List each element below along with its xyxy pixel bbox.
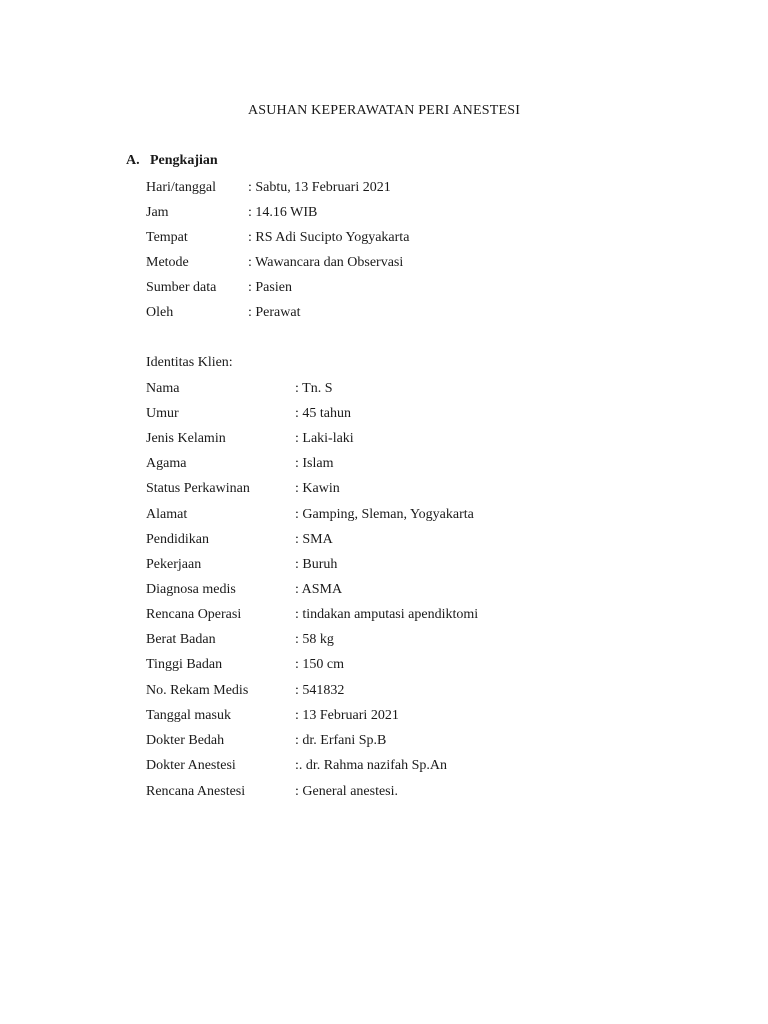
row-value: : dr. Erfani Sp.B bbox=[295, 733, 387, 748]
row-label: Hari/tanggal bbox=[146, 180, 216, 195]
identity-heading: Identitas Klien: bbox=[146, 355, 233, 370]
row-label: Agama bbox=[146, 456, 187, 471]
row-label: Jenis Kelamin bbox=[146, 431, 226, 446]
row-value: : Laki-laki bbox=[295, 431, 354, 446]
row-value: : ASMA bbox=[295, 582, 343, 597]
row-value: :. dr. Rahma nazifah Sp.An bbox=[295, 758, 448, 773]
row-value: : Sabtu, 13 Februari 2021 bbox=[248, 180, 391, 195]
row-label: Status Perkawinan bbox=[146, 481, 250, 496]
row-label: Berat Badan bbox=[146, 632, 216, 647]
row-value: : Kawin bbox=[295, 481, 340, 496]
row-label: Rencana Anestesi bbox=[146, 784, 246, 799]
row-value: : Gamping, Sleman, Yogyakarta bbox=[295, 507, 474, 522]
row-label: Tinggi Badan bbox=[146, 657, 223, 672]
row-label: Dokter Bedah bbox=[146, 733, 225, 748]
row-label: Jam bbox=[146, 205, 169, 220]
row-label: Oleh bbox=[146, 305, 174, 320]
row-value: : SMA bbox=[295, 532, 333, 547]
row-label: Diagnosa medis bbox=[146, 582, 236, 597]
row-value: : 150 cm bbox=[295, 657, 344, 672]
row-label: Sumber data bbox=[146, 280, 217, 295]
row-value: : tindakan amputasi apendiktomi bbox=[295, 607, 479, 622]
row-value: : 58 kg bbox=[295, 632, 334, 647]
row-value: : General anestesi. bbox=[295, 784, 399, 799]
row-value: : Perawat bbox=[248, 305, 301, 320]
row-value: : RS Adi Sucipto Yogyakarta bbox=[248, 230, 410, 245]
row-value: : Tn. S bbox=[295, 381, 333, 396]
row-label: Tempat bbox=[146, 230, 188, 245]
row-value: : Buruh bbox=[295, 557, 338, 572]
row-value: : Wawancara dan Observasi bbox=[248, 255, 404, 270]
row-label: Nama bbox=[146, 381, 180, 396]
section-letter: A. bbox=[126, 153, 140, 168]
row-label: Tanggal masuk bbox=[146, 708, 231, 723]
row-label: No. Rekam Medis bbox=[146, 683, 249, 698]
section-heading bbox=[126, 153, 218, 169]
document-title: ASUHAN KEPERAWATAN PERI ANESTESI bbox=[247, 103, 521, 118]
row-value: : 14.16 WIB bbox=[248, 205, 318, 220]
row-value: : Pasien bbox=[248, 280, 292, 295]
row-value: : 45 tahun bbox=[295, 406, 351, 421]
row-label: Alamat bbox=[146, 507, 188, 522]
row-label: Dokter Anestesi bbox=[146, 758, 236, 773]
row-value: : 13 Februari 2021 bbox=[295, 708, 399, 723]
row-label: Pendidikan bbox=[146, 532, 209, 547]
row-label: Pekerjaan bbox=[146, 557, 202, 572]
section-label: Pengkajian bbox=[150, 153, 218, 168]
row-value: : Islam bbox=[295, 456, 334, 471]
row-value: : 541832 bbox=[295, 683, 345, 698]
row-label: Umur bbox=[146, 406, 179, 421]
row-label: Metode bbox=[146, 255, 189, 270]
row-label: Rencana Operasi bbox=[146, 607, 242, 622]
